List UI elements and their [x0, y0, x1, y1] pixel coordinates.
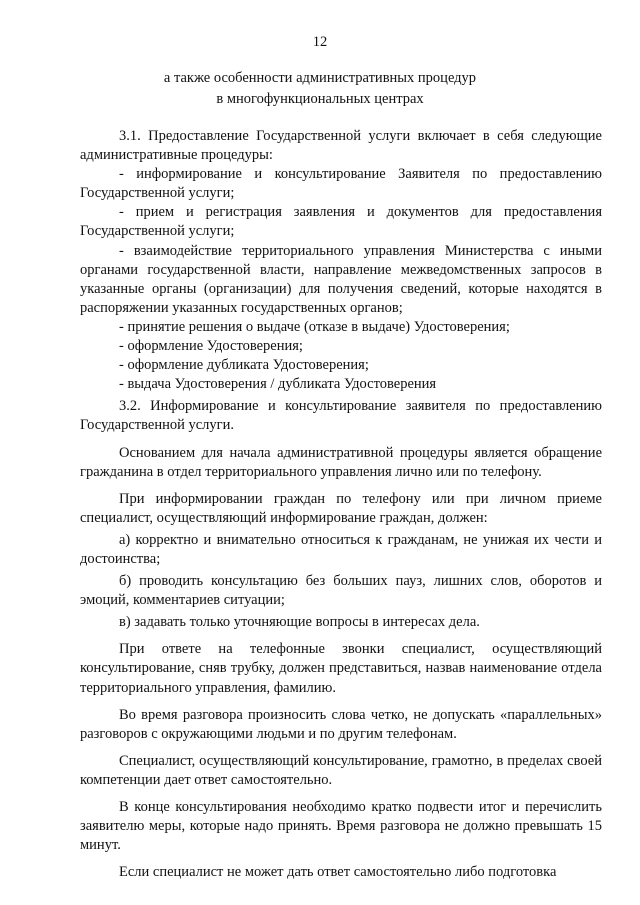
list-item-interaction: - взаимодействие территориального управления Министерства с иными органами государственной власти, направление межведомственных запросов в указанные органы (организации) для получения сведений, которые находятся в распоряжении указанных государственных органов;: [80, 242, 602, 316]
paragraph-summary: В конце консультирования необходимо кратко подвести итог и перечислить заявителю меры, которые надо принять. Время разговора не должно превышать 15 минут.: [80, 799, 602, 854]
section-title-line-2: в многофункциональных центрах: [216, 91, 424, 107]
list-item-c: в) задавать только уточняющие вопросы в интересах дела.: [119, 614, 480, 631]
list-item-delivery: - выдача Удостоверения / дубликата Удостоверения: [119, 376, 437, 393]
paragraph-conversation: Во время разговора произносить слова четко, не допускать «параллельных» разговоров с окружающими людьми и по другим телефонам.: [80, 706, 602, 742]
paragraph-3-2-heading: 3.2. Информирование и консультирование заявителя по предоставлению Государственной услуги.: [80, 398, 602, 434]
document-body: [80, 127, 602, 882]
list-item-registration: - прием и регистрация заявления и документов для предоставления Государственной услуги;: [80, 204, 602, 240]
paragraph-grounds: Основанием для начала административной процедуры является обращение гражданина в отдел территориального управления лично или по телефону.: [80, 444, 602, 480]
paragraph-phone-calls: При ответе на телефонные звонки специалист, осуществляющий консультирование, сняв трубку, должен представиться, назвав наименование отдела территориального управления, фамилию.: [80, 641, 602, 696]
list-item-b: б) проводить консультацию без больших пауз, лишних слов, оборотов и эмоций, комментариев ситуации;: [80, 573, 602, 609]
list-item-duplicate: - оформление дубликата Удостоверения;: [119, 357, 369, 374]
list-item-a: а) корректно и внимательно относиться к гражданам, не унижая их чести и достоинства;: [80, 531, 602, 567]
section-title-line-1: а также особенности административных процедур: [163, 70, 477, 86]
paragraph-if-specialist: Если специалист не может дать ответ самостоятельно либо подготовка: [119, 864, 557, 881]
list-item-decision: - принятие решения о выдаче (отказе в выдаче) Удостоверения;: [119, 318, 510, 335]
list-item-issuing-certificate: - оформление Удостоверения;: [119, 338, 303, 355]
section-title: [0, 68, 640, 110]
paragraph-3-1-intro: 3.1. Предоставление Государственной услуги включает в себя следующие административные процедуры:: [80, 128, 602, 164]
paragraph-competence: Специалист, осуществляющий консультирование, грамотно, в пределах своей компетенции дает ответ самостоятельно.: [80, 752, 602, 788]
paragraph-informing-duties: При информировании граждан по телефону или при личном приеме специалист, осуществляющий информирование граждан, должен:: [80, 490, 602, 526]
list-item-informing: - информирование и консультирование Заявителя по предоставлению Государственной услуги;: [80, 166, 602, 202]
page-number: 12: [312, 34, 328, 50]
